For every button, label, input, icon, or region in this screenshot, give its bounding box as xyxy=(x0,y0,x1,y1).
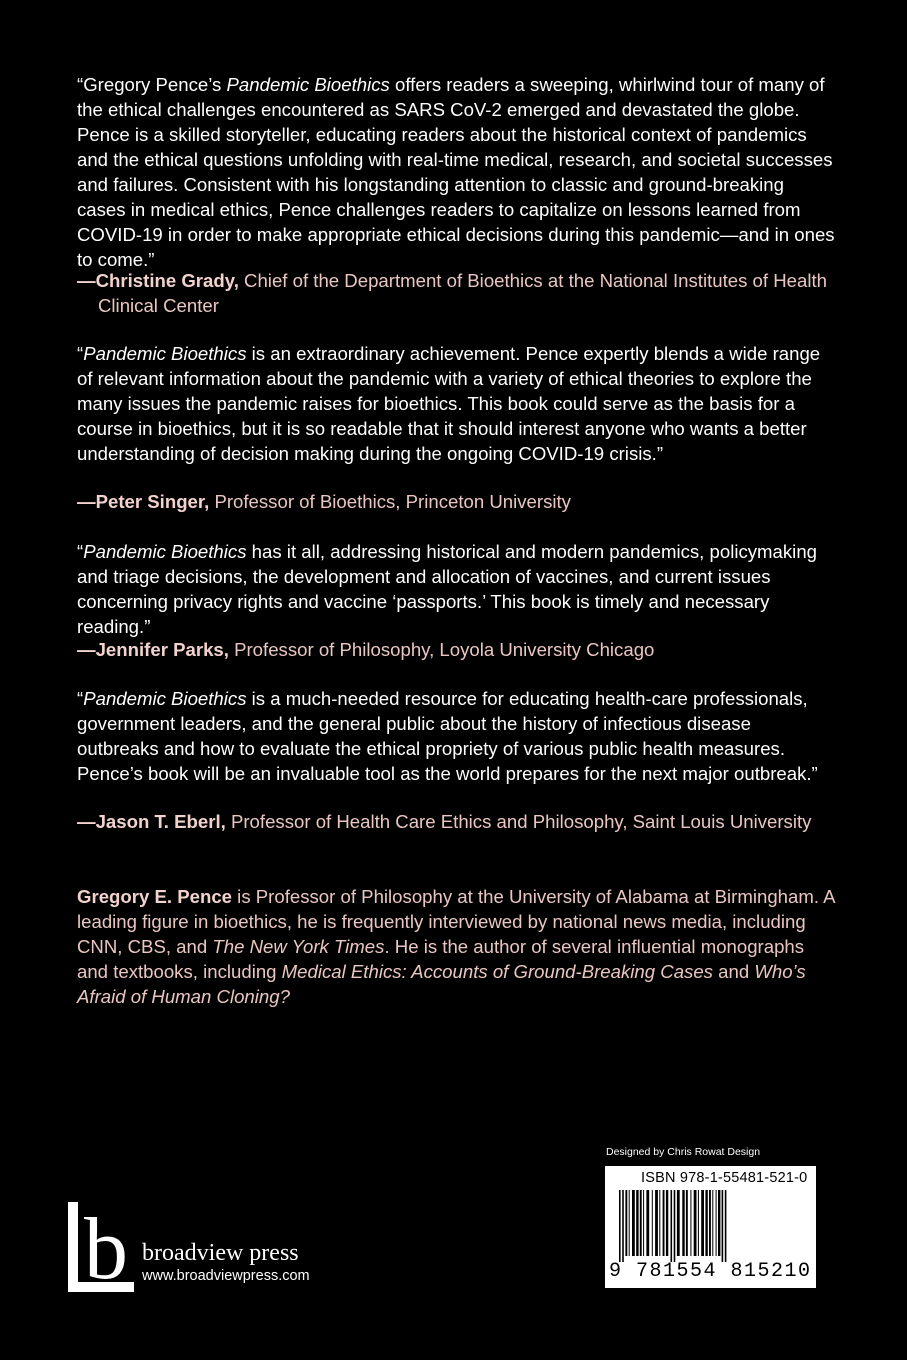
blurb-open: “Gregory Pence’s xyxy=(77,74,227,95)
book-title-medical-ethics: Medical Ethics: Accounts of Ground-Breaking Cases xyxy=(281,961,713,982)
broadview-logo-icon xyxy=(68,1202,134,1292)
blurb-2-attribution xyxy=(77,489,858,514)
barcode-bar xyxy=(619,1190,621,1262)
barcode-bar xyxy=(698,1190,699,1256)
bio-text: is Professor of Philosophy at the University of Alabama at Birmingham. A leading figure in bioethics, he is frequently interviewed by national news media, including CNN, CBS, and xyxy=(77,886,835,957)
barcode-bar xyxy=(716,1190,717,1256)
book-title: Pandemic Bioethics xyxy=(83,688,247,709)
barcode-bars xyxy=(619,1190,803,1262)
barcode-bar xyxy=(640,1190,642,1256)
barcode-bar xyxy=(666,1190,668,1256)
endorser-name: —Christine Grady, xyxy=(77,270,239,291)
endorser-affiliation: Professor of Health Care Ethics and Philosophy, Saint Louis University xyxy=(225,811,812,832)
ean-digits: 9 781554 815210 xyxy=(609,1260,812,1283)
barcode-bar xyxy=(722,1190,724,1262)
designer-credit: Designed by Chris Rowat Design xyxy=(606,1146,761,1158)
barcode-bar xyxy=(690,1190,691,1256)
blurb-open: “ xyxy=(77,343,84,364)
book-title: Pandemic Bioethics xyxy=(83,343,247,364)
endorser-affiliation: Professor of Philosophy, Loyola University Chicago xyxy=(228,639,655,660)
barcode-bar xyxy=(646,1190,649,1256)
book-title-cloning: Who’s Afraid of Human Cloning? xyxy=(77,961,806,1007)
logo-letter: b xyxy=(84,1202,128,1292)
isbn-number: ISBN 978-1-55481-521-0 xyxy=(641,1170,808,1186)
barcode-bar xyxy=(701,1190,704,1256)
barcode-bar xyxy=(712,1190,713,1256)
blurb-open: “ xyxy=(77,688,84,709)
endorser-affiliation: Chief of the Department of Bioethics at the National Institutes of Health Clinical Center xyxy=(98,270,827,316)
barcode-bar xyxy=(682,1190,684,1256)
blurb-open: “ xyxy=(77,541,84,562)
bio-text: . He is the author of several influential monographs and textbooks, including xyxy=(77,936,805,982)
barcode-bar xyxy=(655,1190,658,1256)
barcode-bar xyxy=(671,1190,673,1262)
barcode-bar xyxy=(725,1190,727,1262)
barcode-bar xyxy=(652,1190,653,1256)
endorser-name: —Jennifer Parks, xyxy=(77,639,229,660)
blurb-4-quote xyxy=(77,686,837,786)
blurb-text: offers readers a sweeping, whirlwind tour of many of the ethical challenges encountered as SARS CoV-2 emerged and devastated the globe. Pence is a skilled storyteller, educating readers about the historical context of pandemics and the ethical questions unfolding with real-time medical, research, and societal successes and failures. Consistent with his longstanding attention to classic and ground-breaking cases in medical ethics, Pence challenges readers to capitalize on lessons learned from COVID-19 in order to make appropriate ethical decisions during this pandemic—and in ones to come.” xyxy=(77,74,835,270)
barcode-bar xyxy=(632,1190,635,1256)
blurb-1-attribution xyxy=(77,268,858,318)
blurb-3-attribution xyxy=(77,637,858,662)
book-title: Pandemic Bioethics xyxy=(83,541,247,562)
publisher-url[interactable]: www.broadviewpress.com xyxy=(142,1268,310,1284)
barcode-bar xyxy=(677,1190,680,1256)
barcode-bar xyxy=(663,1190,665,1256)
blurb-text: has it all, addressing historical and modern pandemics, policymaking and triage decisions, the development and allocation of vaccines, and current issues concerning privacy rights and vaccine ‘passports.’ This book is timely and necessary reading.” xyxy=(77,541,817,637)
publisher-name: broadview press xyxy=(142,1240,299,1266)
endorser-name: —Peter Singer, xyxy=(77,491,210,512)
barcode-bar xyxy=(686,1190,688,1256)
barcode-bar xyxy=(694,1190,697,1256)
bio-text: and xyxy=(712,961,755,982)
blurb-1-quote xyxy=(77,72,837,272)
author-bio xyxy=(77,884,837,1009)
barcode-bar xyxy=(629,1190,630,1256)
blurb-4-attribution xyxy=(77,809,858,834)
barcode-bar xyxy=(643,1190,644,1256)
barcode-bar xyxy=(636,1190,638,1256)
blurb-text: is a much-needed resource for educating health-care professionals, government leaders, and the general public about the history of infectious disease outbreaks and how to evaluate the ethical propriety of various public health measures. Pence’s book will be an invaluable tool as the world prepares for the next major outbreak.” xyxy=(77,688,818,784)
barcode-bar xyxy=(659,1190,660,1256)
barcode-bar xyxy=(674,1190,676,1262)
barcode-bar xyxy=(705,1190,707,1256)
author-name: Gregory E. Pence xyxy=(77,886,233,907)
barcode-bar xyxy=(709,1190,711,1256)
barcode-bar xyxy=(622,1190,624,1262)
blurb-2-quote xyxy=(77,341,837,466)
endorser-affiliation: Professor of Bioethics, Princeton University xyxy=(209,491,571,512)
blurb-3-quote xyxy=(77,539,837,639)
book-title: Pandemic Bioethics xyxy=(226,74,390,95)
blurb-text: is an extraordinary achievement. Pence expertly blends a wide range of relevant information about the pandemic with a variety of ethical theories to explore the many issues the pandemic raises for bioethics. This book could serve as the basis for a course in bioethics, but it is so readable that it should interest anyone who wants a better understanding of decision making during the ongoing COVID-19 crisis.” xyxy=(77,343,821,464)
barcode-bar xyxy=(625,1190,627,1256)
newspaper-title: The New York Times xyxy=(212,936,385,957)
barcode-bar xyxy=(718,1190,720,1256)
isbn-barcode xyxy=(605,1166,816,1288)
endorser-name: —Jason T. Eberl, xyxy=(77,811,226,832)
